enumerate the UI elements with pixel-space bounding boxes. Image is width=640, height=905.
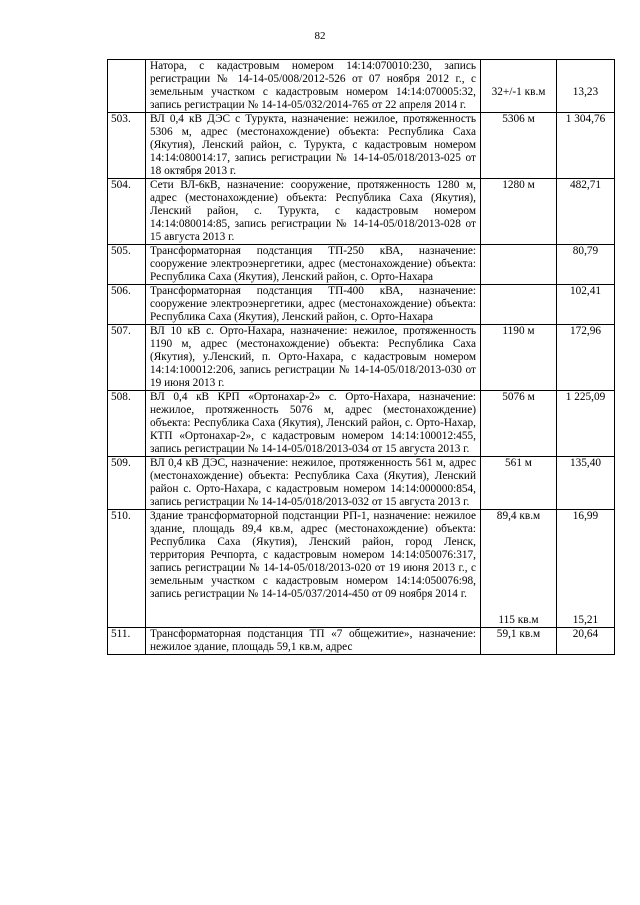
row-area-value: 32+/-1 кв.м [491, 86, 546, 98]
row-description: Натора, с кадастровым номером 14:14:070010:230, запись регистрации № 14-14-05/008/2012-526 от 07 ноября 2012 г., с земельным участком с кадастровым номером 14:14:070005:32, запись регистрации № 14-14-05/032/2014-765 от 22 апреля 2014 г. [146, 60, 481, 113]
row-number: 511. [108, 628, 146, 655]
row-cost-building: 16,99 [572, 510, 599, 522]
table-row [108, 325, 615, 391]
row-cost: 20,64 [557, 628, 615, 655]
row-area: 561 м [481, 457, 557, 510]
table-row [108, 113, 615, 179]
row-cost: 1 304,76 [557, 113, 615, 179]
row-description: ВЛ 0,4 кВ КРП «Ортонахар-2» с. Орто-Нахара, назначение: нежилое, протяженность 5076 м, адрес (местонахождение) объекта: Республика Саха (Якутия), Ленский район, с. Орто-Нахар, КТП «Ортонахар-2», с кадастровым номером 14:14:100012:455, запись регистрации № 14-14-05/018/2013-034 от 15 августа 2013 г. [146, 391, 481, 457]
row-cost [557, 510, 615, 628]
row-cost: 80,79 [557, 245, 615, 285]
table-row [108, 179, 615, 245]
row-number: 503. [108, 113, 146, 179]
row-area [481, 510, 557, 628]
row-number: 504. [108, 179, 146, 245]
row-cost: 102,41 [557, 285, 615, 325]
row-area: 59,1 кв.м [481, 628, 557, 655]
table-row [108, 628, 615, 655]
row-area: 1190 м [481, 325, 557, 391]
row-number: 509. [108, 457, 146, 510]
row-cost-land: 15,21 [572, 614, 599, 626]
page-number: 82 [314, 30, 326, 42]
row-cost: 135,40 [557, 457, 615, 510]
table-row [108, 510, 615, 628]
row-number: 506. [108, 285, 146, 325]
row-area [481, 285, 557, 325]
row-number: 507. [108, 325, 146, 391]
row-description: ВЛ 0,4 кВ ДЭС с Турукта, назначение: нежилое, протяженность 5306 м, адрес (местонахождение) объекта: Республика Саха (Якутия), Ленский район, с. Турукта, с кадастровым номером 14:14:080014:17, запись регистрации № 14-14-05/018/2013-025 от 18 октября 2013 г. [146, 113, 481, 179]
row-description [146, 510, 481, 628]
row-description: Трансформаторная подстанция ТП «7 общежитие», назначение: нежилое здание, площадь 59,1 кв.м, адрес [146, 628, 481, 655]
row-area-building: 89,4 кв.м [496, 510, 541, 522]
row-description: ВЛ 10 кВ с. Орто-Нахара, назначение: нежилое, протяженность 1190 м, адрес (местонахождение) объекта: Республика Саха (Якутия), у.Ленский, п. Орто-Нахара, с кадастровым номером 14:14:100012:206, запись регистрации № 14-14-05/018/2013-030 от 19 июня 2013 г. [146, 325, 481, 391]
row-area [481, 245, 557, 285]
row-description: Трансформаторная подстанция ТП-400 кВА, назначение: сооружение электроэнергетики, адрес (местонахождение) объекта: Республика Саха (Якутия), Ленский район, с. Орто-Нахара [146, 285, 481, 325]
row-number: 505. [108, 245, 146, 285]
row-description: Трансформаторная подстанция ТП-250 кВА, назначение: сооружение электроэнергетики, адрес (местонахождение) объекта: Республика Саха (Якутия), Ленский район, с. Орто-Нахара [146, 245, 481, 285]
row-number: 508. [108, 391, 146, 457]
row-number [108, 60, 146, 113]
table-row [108, 457, 615, 510]
row-area [481, 60, 557, 113]
row-description: ВЛ 0,4 кВ ДЭС, назначение: нежилое, протяженность 561 м, адрес (местонахождение) объекта: Республика Саха (Якутия), Ленский район с. Орто-Нахара, с кадастровым номером 14:14:000000:854, запись регистрации № 14-14-05/018/2013-032 от 15 августа 2013 г. [146, 457, 481, 510]
row-description-building: Здание трансформаторной подстанции РП-1, назначение: нежилое здание, площадь 89,4 кв.м, адрес (местонахождение) объекта: Республика Саха (Якутия), Ленский район, город Ленск, территория Речпорта, с кадастровым номером 14:14:050076:317, запись регистрации № 14-14-05/018/2013-020 от 19 июня 2013 г., [150, 510, 476, 574]
row-cost: 172,96 [557, 325, 615, 391]
row-cost-value: 13,23 [572, 86, 599, 98]
table-row [108, 391, 615, 457]
row-cost: 1 225,09 [557, 391, 615, 457]
table-row [108, 285, 615, 325]
table-row [108, 245, 615, 285]
row-number: 510. [108, 510, 146, 628]
row-area: 1280 м [481, 179, 557, 245]
row-area: 5076 м [481, 391, 557, 457]
row-area-land: 115 кв.м [498, 614, 539, 626]
row-cost: 482,71 [557, 179, 615, 245]
row-description: Сети ВЛ-6кВ, назначение: сооружение, протяженность 1280 м, адрес (местонахождение) объекта: Республика Саха (Якутия), Ленский район, с. Турукта, с кадастровым номером 14:14:080014:85, запись регистрации № 14-14-05/018/2013-028 от 15 августа 2013 г. [146, 179, 481, 245]
row-area: 5306 м [481, 113, 557, 179]
row-cost [557, 60, 615, 113]
table-row [108, 60, 615, 113]
property-table [107, 59, 615, 655]
row-description-land: с земельным участком с кадастровым номером 14:14:050076:98, запись регистрации № 14-14-05/037/2014-450 от 09 ноября 2014 г. [150, 562, 476, 600]
